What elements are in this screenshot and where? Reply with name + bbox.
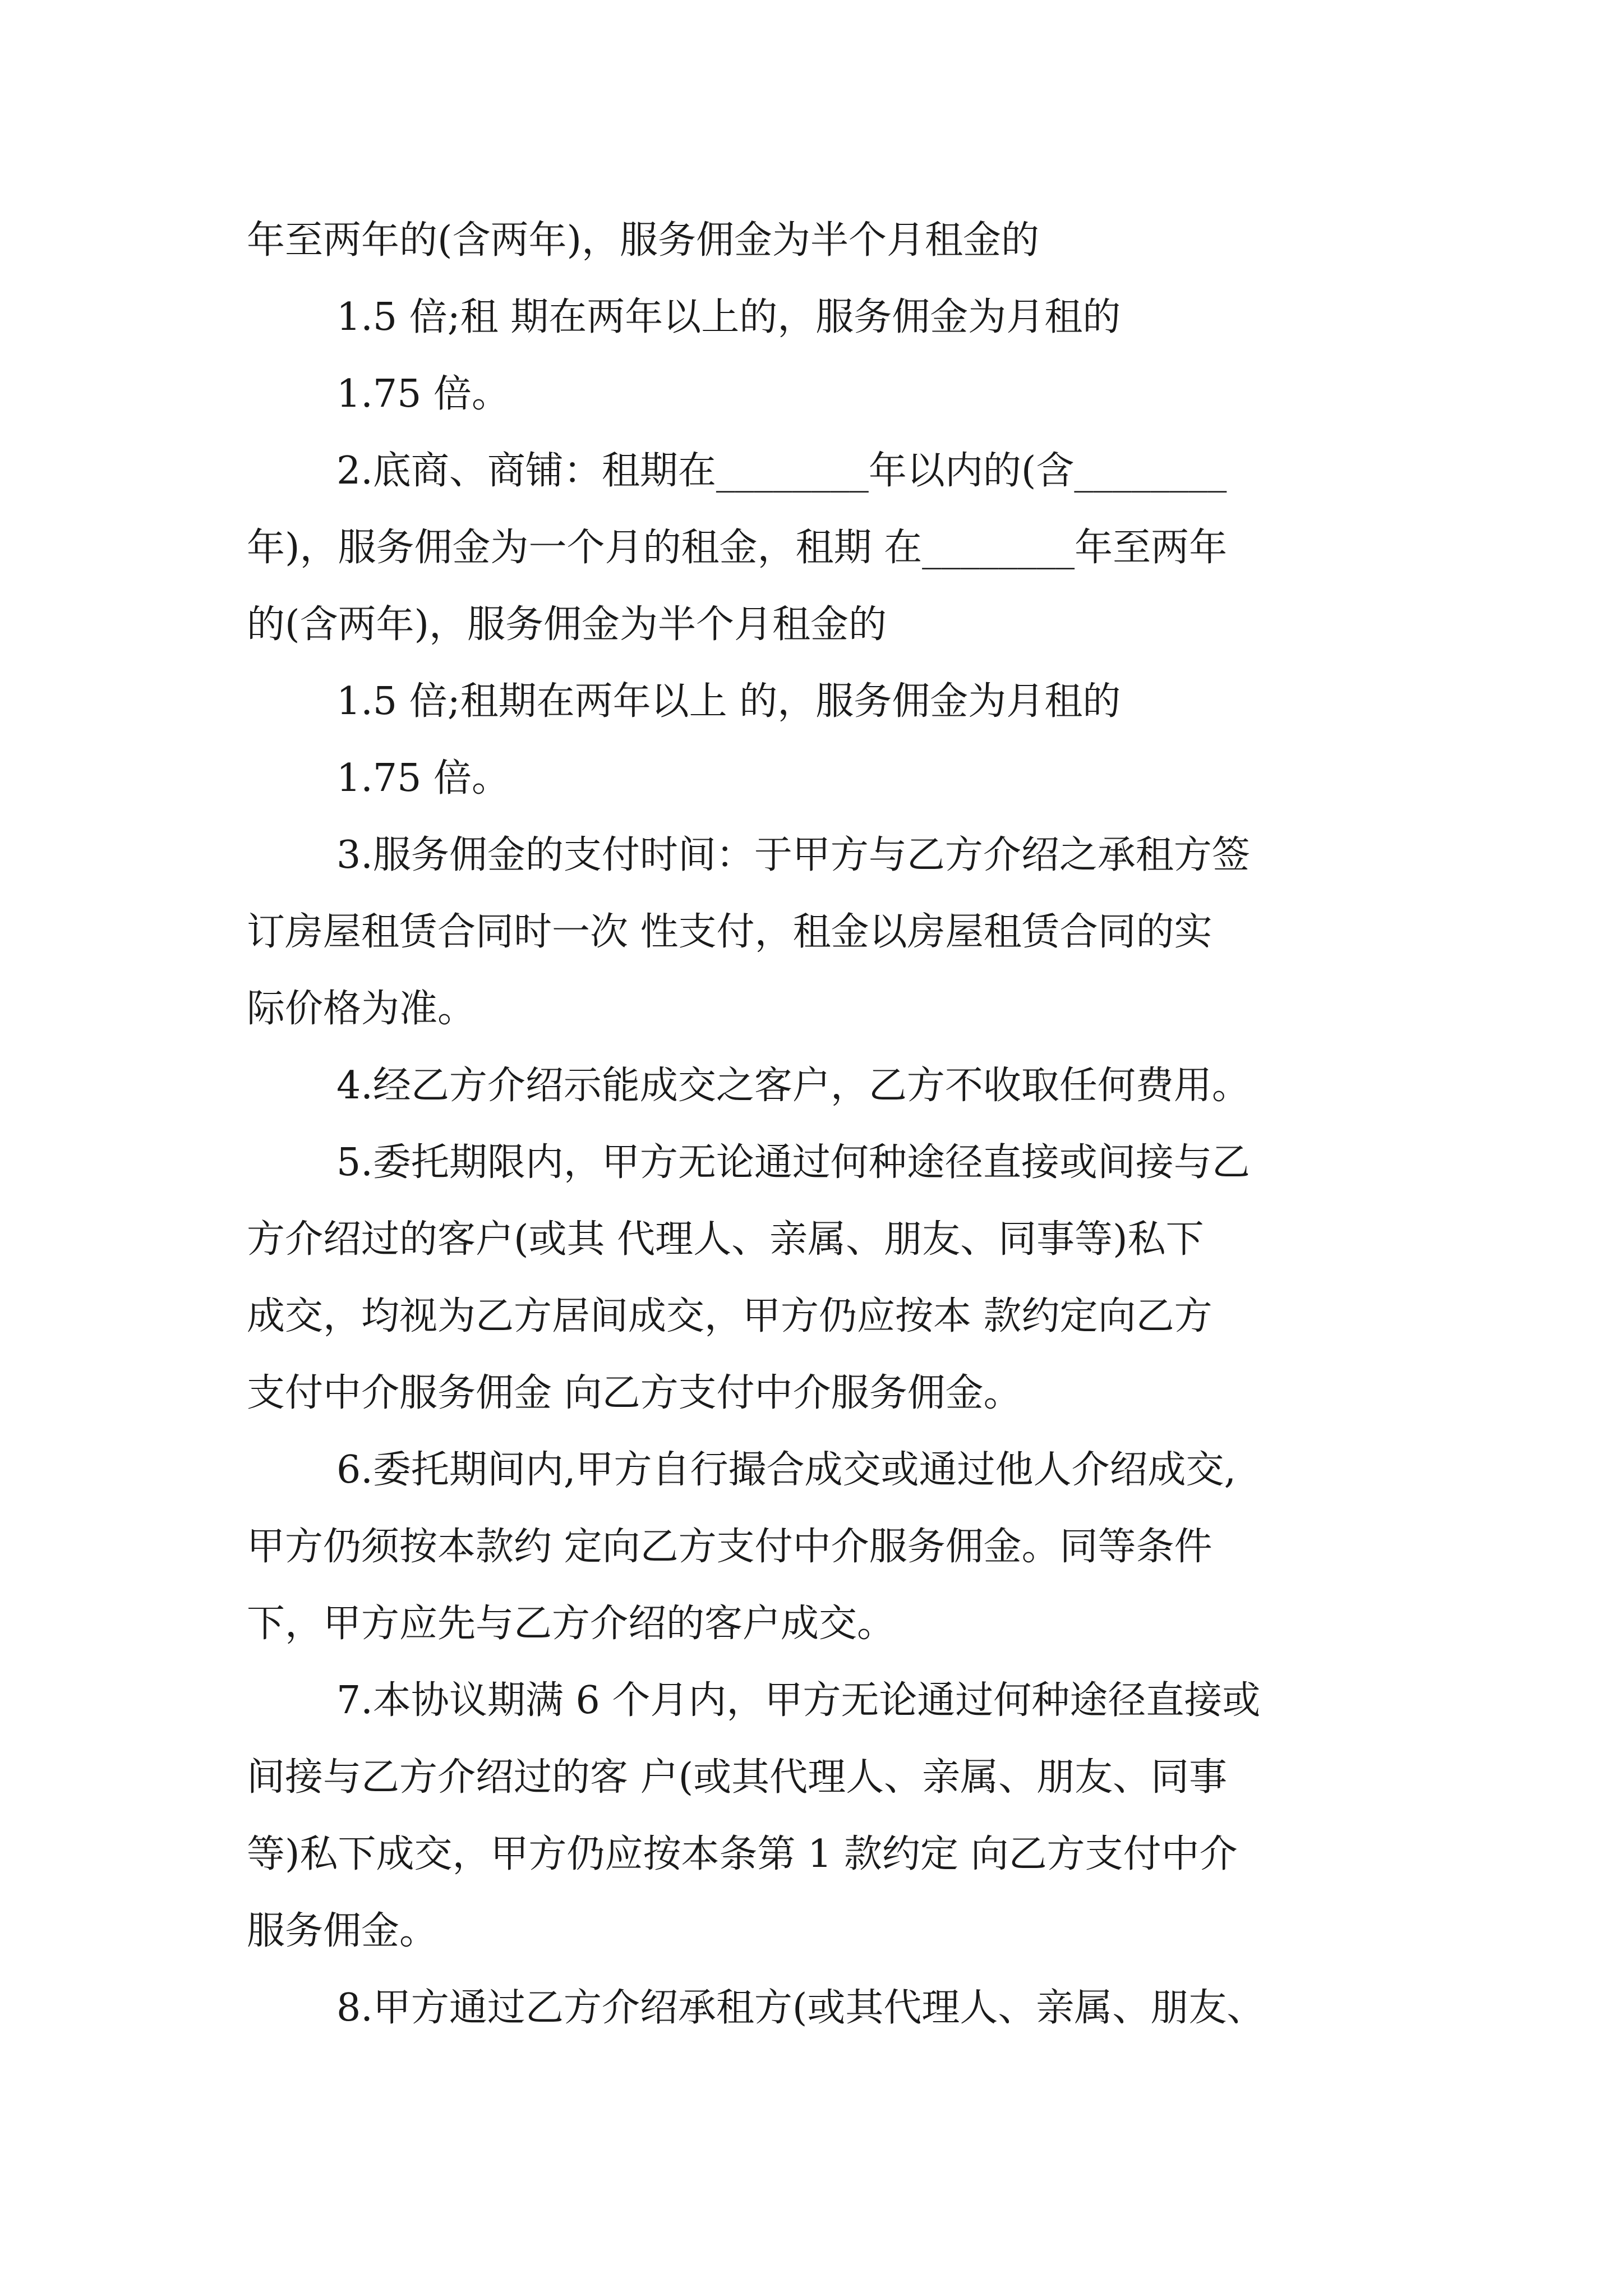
text-line: 6.委托期间内,甲方自行撮合成交或通过他人介绍成交, (336, 1448, 1237, 1492)
text-line: 际价格为准。 (247, 987, 476, 1031)
text-line: 7.本协议期满 6 个月内，甲方无论通过何种途径直接或 (336, 1678, 1261, 1723)
text-line: 等)私下成交，甲方仍应按本条第 1 款约定 向乙方支付中介 (247, 1832, 1238, 1876)
text-line: 1.75 倍。 (336, 372, 510, 416)
text-line: 1.5 倍;租期在两年以上 的，服务佣金为月租的 (336, 679, 1121, 724)
text-line: 1.75 倍。 (336, 756, 510, 800)
text-line: 5.委托期限内，甲方无论通过何种途径直接或间接与乙 (336, 1140, 1250, 1185)
text-line: 年至两年的(含两年)，服务佣金为半个月租金的 (247, 218, 1040, 263)
text-line: 下，甲方应先与乙方介绍的客户成交。 (247, 1602, 896, 1646)
text-line: 间接与乙方介绍过的客 户(或其代理人、亲属、朋友、同事 (247, 1755, 1228, 1800)
text-line: 1.5 倍;租 期在两年以上的，服务佣金为月租的 (336, 295, 1121, 339)
text-line: 2.底商、商铺：租期在________年以内的(含________ (336, 449, 1227, 493)
text-line: 支付中介服务佣金 向乙方支付中介服务佣金。 (247, 1371, 1022, 1415)
text-line: 8.甲方通过乙方介绍承租方(或其代理人、亲属、朋友、 (336, 1986, 1265, 2030)
text-line: 3.服务佣金的支付时间：于甲方与乙方介绍之承租方签 (336, 833, 1250, 877)
text-line: 成交，均视为乙方居间成交，甲方仍应按本 款约定向乙方 (247, 1294, 1212, 1338)
text-line: 订房屋租赁合同时一次 性支付，租金以房屋租赁合同的实 (247, 910, 1212, 954)
text-line: 4.经乙方介绍示能成交之客户，乙方不收取任何费用。 (336, 1064, 1250, 1108)
text-line: 甲方仍须按本款约 定向乙方支付中介服务佣金。同等条件 (247, 1525, 1212, 1569)
text-line: 的(含两年)，服务佣金为半个月租金的 (247, 602, 887, 647)
text-line: 年)，服务佣金为一个月的租金，租期 在________年至两年 (247, 526, 1228, 570)
text-line: 服务佣金。 (247, 1909, 438, 1953)
text-line: 方介绍过的客户(或其 代理人、亲属、朋友、同事等)私下 (247, 1217, 1204, 1262)
